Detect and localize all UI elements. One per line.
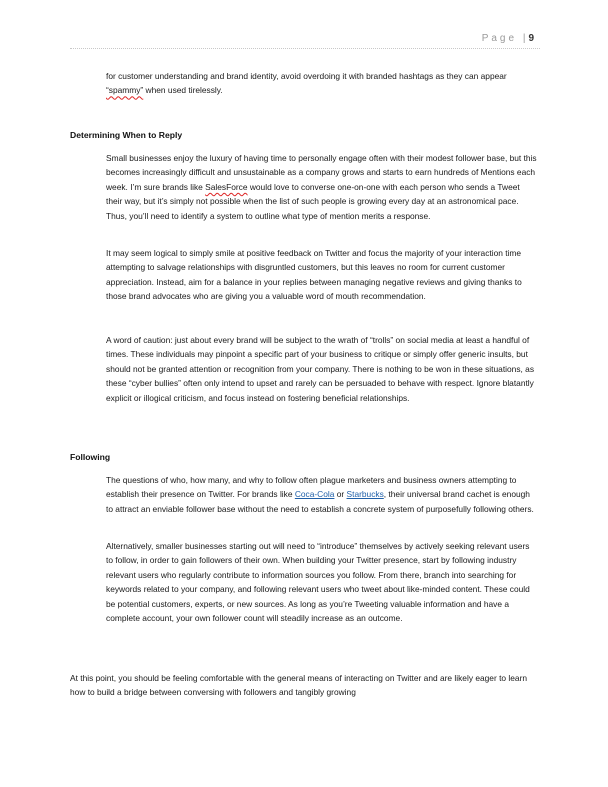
paragraph-text: Small businesses enjoy the luxury of having time to personally engage often with their modest follower base, but this becomes increasingly difficult and unsustainable as a company grows and starts to earn hundreds of Mentions each week. I’m sure brands like xyxy=(106,153,537,192)
page-header xyxy=(70,30,540,49)
starbucks-link[interactable]: Starbucks xyxy=(346,489,384,500)
paragraph-text: , their universal brand cachet is enough to attract an enviable follower base without the need to establish a concrete system of purposefully following others. xyxy=(106,489,534,514)
paragraph-hashtags xyxy=(106,69,538,98)
paragraph-text: when used tirelessly. xyxy=(143,85,223,96)
page-separator: | xyxy=(522,33,526,44)
paragraph-positive-feedback: It may seem logical to simply smile at positive feedback on Twitter and focus the majority of your interaction time attempting to salvage relationships with disgruntled customers, but this leaves no room for current customer appreciation. Instead, aim for a balance in your replies between managing negative reviews and giving thanks to those brand advocates who are giving you a valuable word of mouth recommendation. xyxy=(106,248,522,302)
heading-determining-when-to-reply: Determining When to Reply xyxy=(70,130,183,140)
paragraph-text: would love to converse one-on-one with each person who sends a Tweet their way, but it’s simply not possible when the list of such people is growing every day at an astronomical pace. Thus, you’ll need to identify a system to outline what type of mention merits a response. xyxy=(106,181,520,221)
page-word: Page xyxy=(481,33,518,44)
spelling-flagged-word[interactable]: “spammy” xyxy=(106,85,144,96)
paragraph-smaller-businesses: Alternatively, smaller businesses starting out will need to “introduce” themselves by actively seeking relevant users to follow, in order to gain followers of their own. When building your Twitter presence, start by following industry relevant users who regularly contribute to information sources you follow. From there, branch into searching for keywords related to your company, and following relevant users who tweet about like-minded content. These could be potential customers, experts, or new sources. As long as you’re Tweeting valuable information and have a complete account, your own follower count will steadily increase as an outcome. xyxy=(106,541,530,624)
paragraph-text: or xyxy=(334,489,347,500)
page-number-label xyxy=(482,33,534,44)
coca-cola-link[interactable]: Coca-Cola xyxy=(294,489,335,500)
paragraph-small-businesses xyxy=(106,151,538,223)
paragraph-at-this-point: At this point, you should be feeling comfortable with the general means of interacting on Twitter and are likely eager to learn how to build a bridge between conversing with followers and tangibly growing xyxy=(70,673,528,698)
paragraph-word-of-caution: A word of caution: just about every brand will be subject to the wrath of “trolls” on social media at least a handful of times. These individuals may pinpoint a specific part of your business to critique or simply offer generic insults, but should not be granted attention or recognition from your company. There is nothing to be won in these situations, as these “cyber bullies” often only intend to upset and rarely can be persuaded to behave with respect. Ignore blatantly explicit or illogical criticism, and focus instead on fostering beneficial relationships. xyxy=(106,335,535,403)
paragraph-text: for customer understanding and brand identity, avoid overdoing it with branded hashtags as they can appear xyxy=(106,71,507,81)
paragraph-who-to-follow xyxy=(106,473,538,516)
paragraph-text: The questions of who, how many, and why to follow often plague marketers and business owners attempting to establish their presence on Twitter. For brands like xyxy=(106,475,517,500)
heading-following: Following xyxy=(70,452,111,462)
page-number: 9 xyxy=(528,33,534,44)
spelling-flagged-word[interactable]: SalesForce xyxy=(205,181,248,192)
